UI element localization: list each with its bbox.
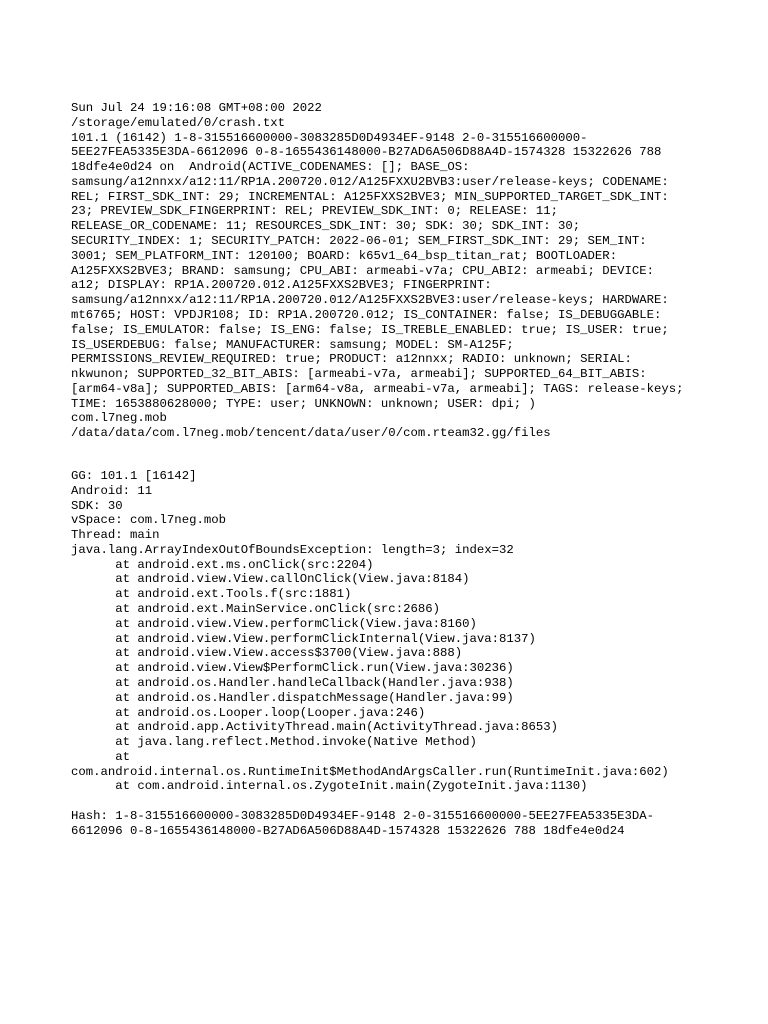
- text-line: /data/data/com.l7neg.mob/tencent/data/user/0/com.rteam32.gg/files: [71, 426, 551, 441]
- text-line: 23; PREVIEW_SDK_FINGERPRINT: REL; PREVIEW_SDK_INT: 0; RELEASE: 11;: [71, 204, 559, 219]
- crash-report-header: [71, 101, 711, 441]
- stack-trace-section: [71, 469, 711, 839]
- text-line: nkwunon; SUPPORTED_32_BIT_ABIS: [armeabi-v7a, armeabi]; SUPPORTED_64_BIT_ABIS:: [71, 367, 647, 382]
- text-line: at android.ext.MainService.onClick(src:2686): [71, 602, 440, 617]
- text-line: at android.view.View$PerformClick.run(View.java:30236): [71, 661, 514, 676]
- text-line: false; IS_EMULATOR: false; IS_ENG: false; IS_TREBLE_ENABLED: true; IS_USER: true;: [71, 322, 669, 337]
- text-line: a12; DISPLAY: RP1A.200720.012.A125FXXS2BVE3; FINGERPRINT:: [71, 278, 492, 293]
- text-line: SDK: 30: [71, 498, 123, 513]
- text-line: 3001; SEM_PLATFORM_INT: 120100; BOARD: k65v1_64_bsp_titan_rat; BOOTLOADER:: [71, 248, 618, 263]
- text-line: 18dfe4e0d24 on Android(ACTIVE_CODENAMES: []; BASE_OS:: [71, 160, 470, 175]
- text-line: /storage/emulated/0/crash.txt: [71, 115, 286, 130]
- text-line: java.lang.ArrayIndexOutOfBoundsException: length=3; index=32: [71, 542, 514, 557]
- text-line: samsung/a12nnxx/a12:11/RP1A.200720.012/A125FXXS2BVE3:user/release-keys; HARDWARE:: [71, 293, 669, 308]
- text-line: at com.android.internal.os.ZygoteInit.main(ZygoteInit.java:1130): [71, 779, 588, 794]
- text-line: at android.view.View.performClickInternal(View.java:8137): [71, 631, 536, 646]
- text-line: RELEASE_OR_CODENAME: 11; RESOURCES_SDK_INT: 30; SDK: 30; SDK_INT: 30;: [71, 219, 581, 234]
- text-line: at android.os.Looper.loop(Looper.java:246): [71, 705, 426, 720]
- text-line: samsung/a12nnxx/a12:11/RP1A.200720.012/A125FXXU2BVB3:user/release-keys; CODENAME:: [71, 174, 669, 189]
- text-line: at: [71, 749, 131, 764]
- text-line: at android.ext.ms.onClick(src:2204): [71, 557, 374, 572]
- text-line: Sun Jul 24 19:16:08 GMT+08:00 2022: [71, 101, 322, 115]
- text-line: vSpace: com.l7neg.mob: [71, 513, 226, 528]
- text-line: at android.os.Handler.dispatchMessage(Handler.java:99): [71, 690, 514, 705]
- text-line: at android.view.View.performClick(View.java:8160): [71, 616, 477, 631]
- text-line: Android: 11: [71, 483, 153, 498]
- text-line: Thread: main: [71, 528, 160, 543]
- text-line: IS_USERDEBUG: false; MANUFACTURER: samsung; MODEL: SM-A125F;: [71, 337, 514, 352]
- text-line: [arm64-v8a]; SUPPORTED_ABIS: [arm64-v8a, armeabi-v7a, armeabi]; TAGS: release-keys;: [71, 381, 684, 396]
- text-line: 5EE27FEA5335E3DA-6612096 0-8-1655436148000-B27AD6A506D88A4D-1574328 15322626 788: [71, 145, 662, 160]
- text-line: GG: 101.1 [16142]: [71, 469, 197, 483]
- text-line: at java.lang.reflect.Method.invoke(Native Method): [71, 735, 477, 750]
- text-line: TIME: 1653880628000; TYPE: user; UNKNOWN: unknown; USER: dpi; ): [71, 396, 536, 411]
- text-line: 6612096 0-8-1655436148000-B27AD6A506D88A4D-1574328 15322626 788 18dfe4e0d24: [71, 823, 625, 838]
- text-line: mt6765; HOST: VPDJR108; ID: RP1A.200720.012; IS_CONTAINER: false; IS_DEBUGGABLE:: [71, 307, 662, 322]
- text-line: Hash: 1-8-315516600000-3083285D0D4934EF-9148 2-0-315516600000-5EE27FEA5335E3DA-: [71, 808, 654, 823]
- text-line: com.l7neg.mob: [71, 411, 167, 426]
- text-line: 101.1 (16142) 1-8-315516600000-3083285D0D4934EF-9148 2-0-315516600000-: [71, 130, 588, 145]
- text-line: at android.ext.Tools.f(src:1881): [71, 587, 352, 602]
- text-line: com.android.internal.os.RuntimeInit$MethodAndArgsCaller.run(RuntimeInit.java:602): [71, 764, 669, 779]
- text-line: REL; FIRST_SDK_INT: 29; INCREMENTAL: A125FXXS2BVE3; MIN_SUPPORTED_TARGET_SDK_INT:: [71, 189, 669, 204]
- text-line: at android.view.View.callOnClick(View.java:8184): [71, 572, 470, 587]
- text-line: at android.os.Handler.handleCallback(Handler.java:938): [71, 675, 514, 690]
- text-line: PERMISSIONS_REVIEW_REQUIRED: true; PRODUCT: a12nnxx; RADIO: unknown; SERIAL:: [71, 352, 632, 367]
- text-line: A125FXXS2BVE3; BRAND: samsung; CPU_ABI: armeabi-v7a; CPU_ABI2: armeabi; DEVICE:: [71, 263, 654, 278]
- text-line: SECURITY_INDEX: 1; SECURITY_PATCH: 2022-06-01; SEM_FIRST_SDK_INT: 29; SEM_INT:: [71, 234, 647, 249]
- text-line: at android.app.ActivityThread.main(ActivityThread.java:8653): [71, 720, 559, 735]
- text-line: at android.view.View.access$3700(View.java:888): [71, 646, 463, 661]
